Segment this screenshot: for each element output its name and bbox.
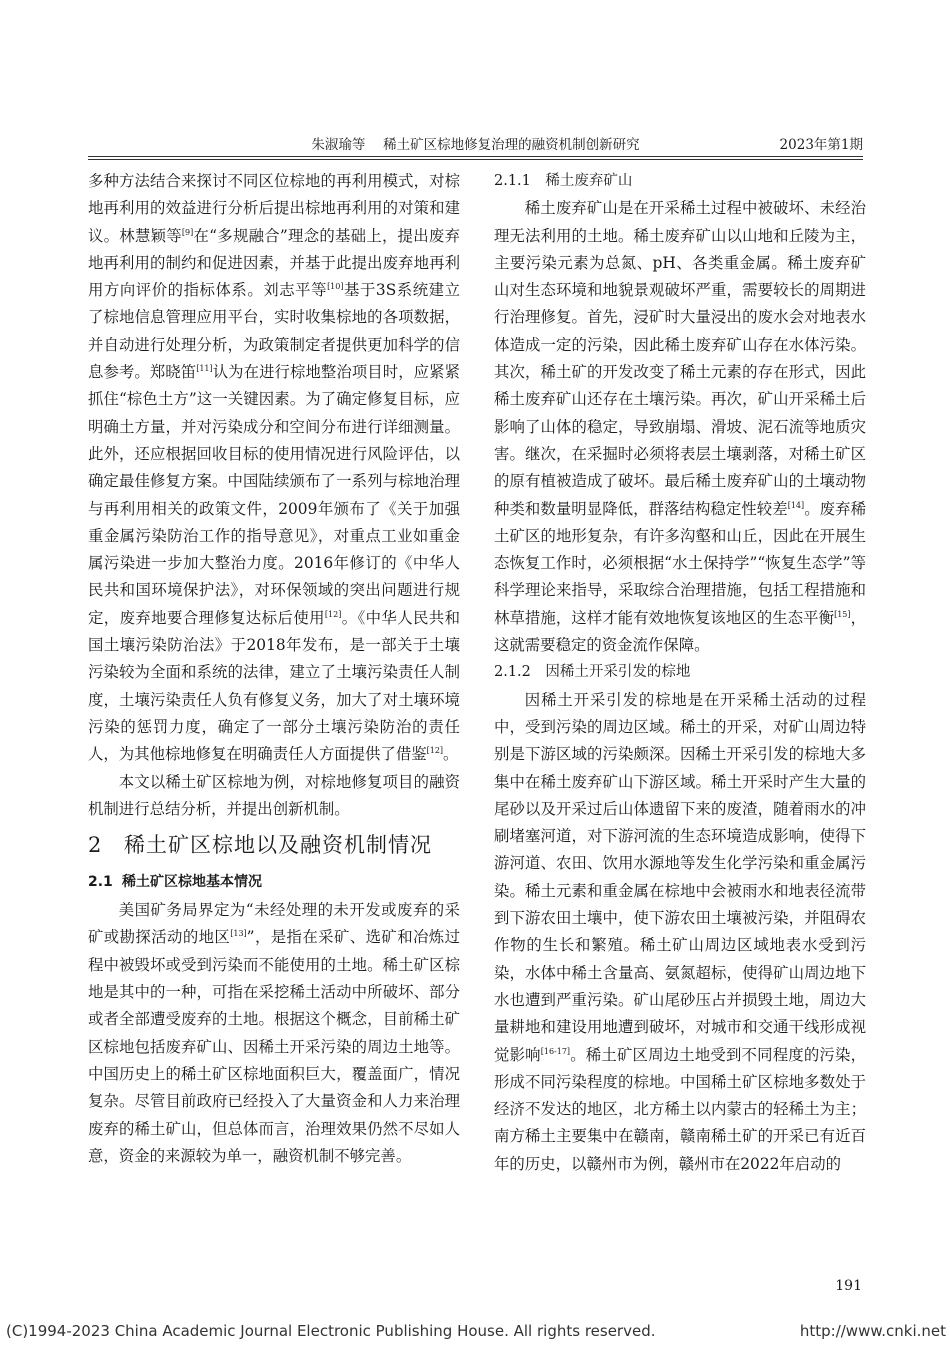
- section-2-1-2-heading: 2.1.2 因稀土开采引发的棕地: [494, 664, 691, 681]
- header-issue: 2023年第1期: [779, 137, 863, 153]
- header-rule-top: [88, 156, 863, 157]
- section-2-1-1-heading: 2.1.1 稀土废弃矿山: [494, 173, 633, 189]
- citation: [15]: [834, 609, 851, 619]
- header-authors: 朱淑瑜等: [311, 137, 366, 153]
- cnki-link[interactable]: http://www.cnki.net: [799, 1322, 946, 1340]
- citation: [11]: [196, 363, 213, 373]
- paragraph-abandoned-mines: 稀土废弃矿山是在开采稀土过程中被破坏、未经治理无法利用的土地。稀土废弃矿山以山地和丘陵为主，主要污染元素为总氮、pH、各类重金属。稀土废弃矿山对生态环境和地貌景观破坏严重，需要较长的周期进行治理修复。首先，浸矿时大量浸出的废水会对地表水体造成一定的污染，因此稀土废弃矿山存在水体污染。其次，稀土矿的开发改变了稀土元素的存在形式，因此稀土废弃矿山还存在土壤污染。再次，矿山开采稀土后影响了山体的稳定，导致崩塌、滑坡、泥石流等地质灾害。继次，在采掘时必须将表层土壤剥落，对稀土矿区的原有植被造成了破坏。最后稀土废弃矿山的土壤动物种类和数量明显降低，群落结构稳定性较差[14]。废弃稀土矿区的地形复杂，有许多沟壑和山丘，因此在开展生态恢复工作时，必须根据“水土保持学”“恢复生态学”等科学理论来指导，采取综合治理措施，包括工程措施和林草措施，这样才能有效地恢复该地区的生态平衡[15]，这就需要稳定的资金流作保障。: [494, 199, 866, 655]
- header-center: [88, 134, 863, 156]
- right-column: [494, 168, 866, 1178]
- copyright-footer: [6, 1322, 946, 1340]
- paragraph-intro: 本文以稀土矿区棕地为例，对棕地修复项目的融资机制进行总结分析，并提出创新机制。: [88, 772, 460, 818]
- paragraph-definition: 美国矿务局界定为“未经处理的未开发或废弃的采矿或勘探活动的地区[13]”，是指在采矿、选矿和冶炼过程中被毁坏或受到污染而不能使用的土地。稀土矿区棕地是其中的一种，可指在采挖稀土活动中所破坏、部分或者全部遭受废弃的土地。根据这个概念，目前稀土矿区棕地包括废弃矿山、因稀土开采污染的周边土地等。中国历史上的稀土矿区棕地面积巨大，覆盖面广，情况复杂。尽管目前政府已经投入了大量资金和人力来治理废弃的稀土矿山，但总体而言，治理效果仍然不尽如人意，资金的来源较为单一，融资机制不够完善。: [88, 901, 460, 1165]
- section-2-1-heading: 2.1 稀土矿区棕地基本情况: [88, 874, 262, 891]
- citation: [14]: [787, 500, 805, 510]
- left-column: [88, 168, 460, 1170]
- paragraph-mining-brownfields: 因稀土开采引发的棕地是在开采稀土活动的过程中，受到污染的周边区域。稀土的开采，对矿山周边特别是下游区域的污染颇深。因稀土开采引发的棕地大多集中在稀土废弃矿山下游区域。稀土开采时产生大量的尾砂以及开采过后山体遗留下来的废渣，随着雨水的冲刷堵塞河道，对下游河流的生态环境造成影响，使得下游河道、农田、饮用水源地等发生化学污染和重金属污染。稀土元素和重金属在棕地中会被雨水和地表径流带到下游农田土壤中，使下游农田土壤被污染，并阻碍农作物的生长和繁殖。稀土矿山周边区域地表水受到污染，水体中稀土含量高、氨氮超标，使得矿山周边地下水也遭到严重污染。矿山尾砂压占并损毁土地，周边大量耕地和建设用地遭到破坏，对城市和交通干线形成视觉影响[16-17]。稀土矿区周边土地受到不同程度的污染，形成不同污染程度的棕地。中国稀土矿区棕地多数处于经济不发达的地区，北方稀土以内蒙古的轻稀土为主；南方稀土主要集中在赣南，赣南稀土矿的开采已有近百年的历史，以赣州市为例，赣州市在2022年启动的: [494, 690, 866, 1173]
- citation: [10]: [327, 282, 344, 292]
- header-rule-bottom: [88, 159, 863, 160]
- section-2-heading: 2 稀土矿区棕地以及融资机制情况: [88, 833, 432, 858]
- citation: [16-17]: [540, 1046, 571, 1056]
- copyright-text: (C)1994-2023 China Academic Journal Electronic Publishing House. All rights reserved.: [6, 1322, 656, 1340]
- running-header: [88, 134, 863, 156]
- citation: [12]: [324, 609, 342, 619]
- citation: [12]: [426, 746, 444, 756]
- citation: [9]: [181, 227, 194, 237]
- citation: [13]: [230, 929, 247, 939]
- header-article-title: 稀土矿区棕地修复治理的融资机制创新研究: [383, 137, 640, 153]
- paragraph-literature: 多种方法结合来探讨不同区位棕地的再利用模式，对棕地再利用的效益进行分析后提出棕地再利用的对策和建议。林慧颖等[9]在“多规融合”理念的基础上，提出废弃地再利用的制约和促进因素，并基于此提出废弃地再利用方向评价的指标体系。刘志平等[10]基于3S系统建立了棕地信息管理应用平台，实时收集棕地的各项数据，并自动进行处理分析，为政策制定者提供更加科学的信息参考。郑晓笛[11]认为在进行棕地整治项目时，应紧紧抓住“棕色土方”这一关键因素。为了确定修复目标，应明确土方量，并对污染成分和空间分布进行详细测量。此外，还应根据回收目标的使用情况进行风险评估，以确定最佳修复方案。中国陆续颁布了一系列与棕地治理与再利用相关的政策文件，2009年颁布了《关于加强重金属污染防治工作的指导意见》，对重点工业如重金属污染进一步加大整治力度。2016年修订的《中华人民共和国环境保护法》，对环保领域的突出问题进行规定，废弃地要合理修复达标后使用[12]。《中华人民共和国土壤污染防治法》于2018年发布，是一部关于土壤污染较为全面和系统的法律，建立了土壤污染责任人制度，土壤污染责任人负有修复义务，加大了对土壤环境污染的惩罚力度，确定了一部分土壤污染防治的责任人，为其他棕地修复在明确责任人方面提供了借鉴[12]。: [88, 172, 460, 764]
- page-number: 191: [835, 1278, 862, 1294]
